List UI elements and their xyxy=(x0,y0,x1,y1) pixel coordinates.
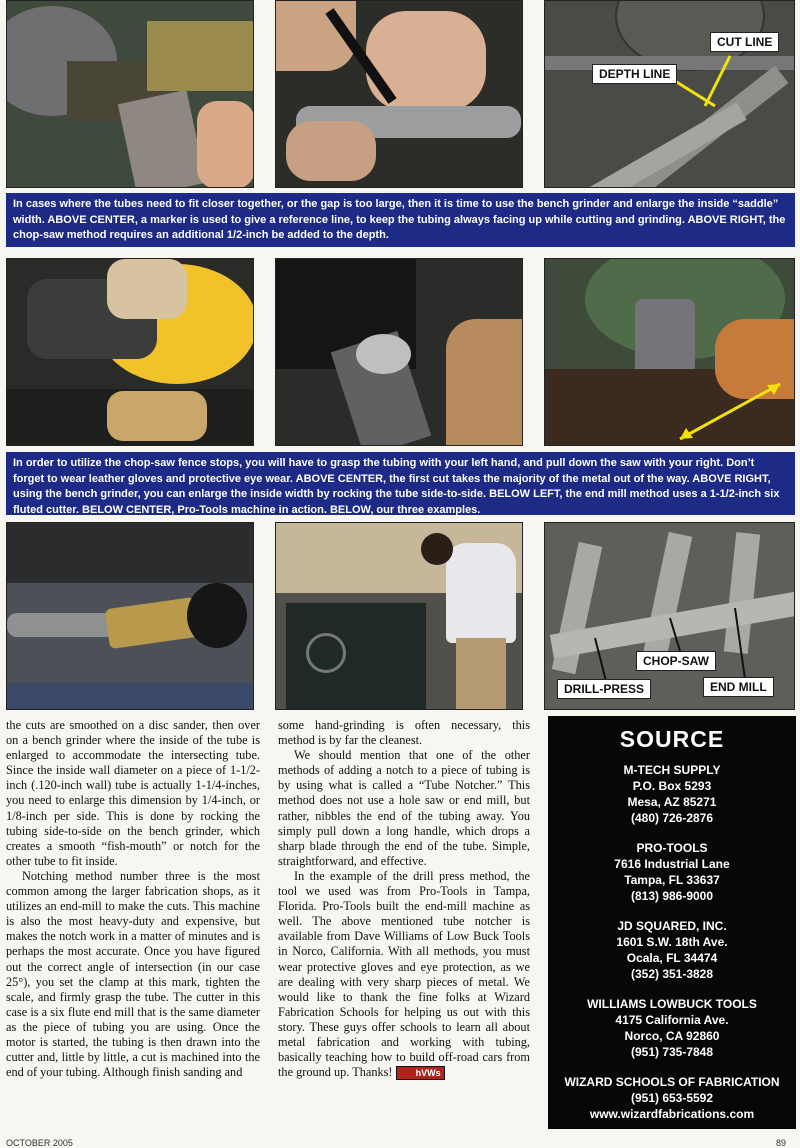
source-company: M-TECH SUPPLY xyxy=(623,763,721,777)
source-line: P.O. Box 5293 xyxy=(632,779,712,793)
source-company: WIZARD SCHOOLS OF FABRICATION xyxy=(564,1075,780,1089)
source-company: PRO-TOOLS xyxy=(636,841,708,855)
source-line: Mesa, AZ 85271 xyxy=(627,795,717,809)
end-mark: hVWs xyxy=(396,1066,445,1080)
article-paragraph: We should mention that one of the other methods of adding a notch to a piece of tubing is by using what is called a “Tube Notcher.” This method does not use a hole saw or end mill, but rather, nibbles the end of the tubing away. You simply pull down a long handle, which drops a sharp blade through the end of the tube. Simple, straightforward, and effective. xyxy=(278,748,530,868)
caption-top: In cases where the tubes need to fit closer together, or the gap is too large, then it is time to use the bench grinder and enlarge the inside “saddle” width. ABOVE CENTER, a marker is used to give a reference line, to keep the tubing always facing up while cutting and grinding. ABOVE RIGHT, the chop-saw method requires an additional 1/2-inch be added to the depth. xyxy=(6,193,795,247)
photo-arrow xyxy=(545,259,795,446)
source-line: Tampa, FL 33637 xyxy=(624,873,720,887)
photo-bench-grinder xyxy=(544,258,795,446)
source-line: (352) 351-3828 xyxy=(630,967,714,981)
source-line: 1601 S.W. 18th Ave. xyxy=(616,935,728,949)
article-paragraph: Notching method number three is the most common among the larger fabrication shops, as it utilizes an end-mill to make the cuts. This machine is also the most heavy-duty and expensive, but makes the notch work in a matter of minutes and is perhaps the most accurate. Once you have figured out the correct angle of intersection (in our case 25°), you set the clamp at this mark, tighten the scale, and firmly grasp the tube. The cutter in this case is a six flute end mill that is the same diameter as the piece of tubing you are using. Once the motor is started, the tubing is then drawn into the cutter and, little by little, a cut is machined into the end of your tubing. Although finish sanding and xyxy=(6,868,260,1080)
source-box xyxy=(548,716,796,1129)
end-mill-label: END MILL xyxy=(703,677,774,697)
source-company: WILLIAMS LOWBUCK TOOLS xyxy=(587,997,757,1011)
photo-end-mill-cutter xyxy=(6,522,254,710)
source-entry xyxy=(548,1074,796,1122)
depth-line-label: DEPTH LINE xyxy=(592,64,677,84)
source-entry xyxy=(548,918,796,982)
article-paragraph: some hand-grinding is often necessary, this method is by far the cleanest. xyxy=(278,718,530,748)
source-line: (813) 986-9000 xyxy=(630,889,714,903)
page-number: 89 xyxy=(776,1138,787,1148)
drill-press-label: DRILL-PRESS xyxy=(557,679,651,699)
photo-first-cut xyxy=(275,258,523,446)
source-line: (480) 726-2876 xyxy=(630,811,714,825)
photo-arrows xyxy=(545,1,795,188)
source-entry xyxy=(548,996,796,1060)
photo-cut-depth-lines xyxy=(544,0,795,188)
chop-saw-label: CHOP-SAW xyxy=(636,651,716,671)
caption-middle: In order to utilize the chop-saw fence stops, you will have to grasp the tubing with your left hand, and pull down the saw with your right. Don’t forget to wear leather gloves and protective eye wear. ABOVE CENTER, the first cut takes the majority of the metal out of the way. ABOVE RIGHT, using the bench grinder, you can enlarge the inside width by rocking the tube side-to-side. BELOW LEFT, the end mill method uses a 1-1/2-inch six fluted cutter. BELOW CENTER, Pro-Tools machine in action. BELOW, our three examples. xyxy=(6,452,795,515)
article-paragraph: In the example of the drill press method, the tool we used was from Pro-Tools in Tampa, Florida. Pro-Tools built the end-mill machine as well. The above mentioned tube notcher is available from Dave Williams of Low Buck Tools in Norco, California. With all methods, you must wear protective gloves and eye protection, as we are dealing with very sharp pieces of metal. We would like to thank the fine folks at Wizard Fabrication Schools for helping us out with this story. These guys offer schools to learn all about metal fabrication and working with tubing, basically teaching how to build off-road cars from the ground up. Thanks! hVWs xyxy=(278,868,530,1080)
source-line: Ocala, FL 34474 xyxy=(626,951,718,965)
source-company: JD SQUARED, INC. xyxy=(617,919,727,933)
article-paragraph: the cuts are smoothed on a disc sander, then over on a bench grinder where the inside of the tube is enlarged to accommodate the intersecting tube. Since the inside wall diameter on a piece of 1-1/2-inch (.120-inch wall) tube is actually 1-1/4-inches, you need to enlarge this dimension by 1/4-inch, or 1/8-inch per side. This is done by rocking the tubing side-to-side on the bench grinder, which creates a smooth “fish-mouth” or notch for the other tube to fit inside. xyxy=(6,718,260,868)
source-line: (951) 653-5592 xyxy=(630,1091,714,1105)
source-list xyxy=(548,762,796,1122)
source-line: www.wizardfabrications.com xyxy=(589,1107,755,1121)
article-column-2 xyxy=(278,718,530,1080)
source-line: (951) 735-7848 xyxy=(630,1045,714,1059)
issue-date: OCTOBER 2005 xyxy=(6,1138,73,1148)
photo-marker-tube xyxy=(275,0,523,188)
source-line: 7616 Industrial Lane xyxy=(614,857,730,871)
source-title: SOURCE xyxy=(619,726,725,752)
source-entry xyxy=(548,840,796,904)
photo-pro-tools-machine xyxy=(275,522,523,710)
source-line: 4175 California Ave. xyxy=(615,1013,729,1027)
photo-chop-saw xyxy=(6,258,254,446)
source-line: Norco, CA 92860 xyxy=(624,1029,720,1043)
photo-grinder-tube xyxy=(6,0,254,188)
source-entry xyxy=(548,762,796,826)
article-column-1 xyxy=(6,718,260,1080)
cut-line-label: CUT LINE xyxy=(710,32,779,52)
